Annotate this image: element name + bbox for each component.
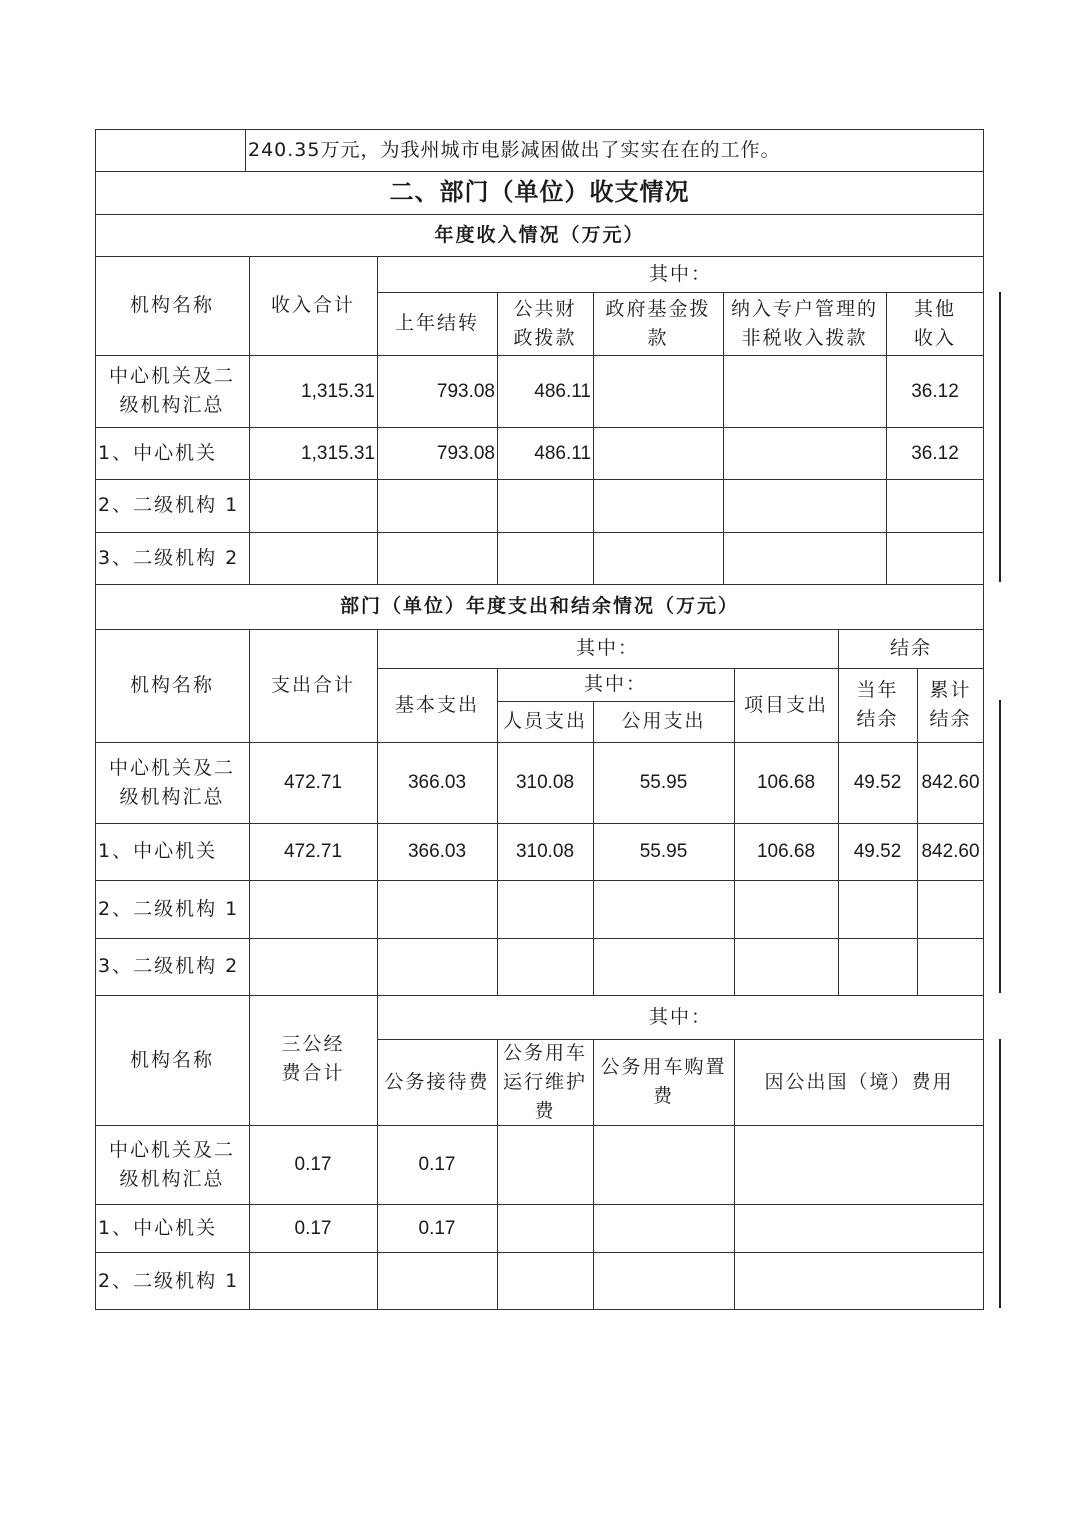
sangong-row-reception: 0.17 [418, 1217, 456, 1239]
scan-edge-mark [999, 700, 1001, 993]
expense-row-public: 55.95 [639, 841, 688, 862]
expense-header-project: 项目支出 [743, 693, 828, 716]
intro-text: 240.35万元，为我州城市电影减困做出了实实在在的工作。 [248, 138, 781, 161]
expense-row-public: 55.95 [639, 772, 688, 793]
expense-row-project: 106.68 [756, 841, 816, 862]
income-header-nontax: 纳入专户管理的非税收入拨款 [730, 297, 878, 349]
expense-row-personnel: 310.08 [515, 772, 575, 793]
expense-header-among: 其中： [575, 637, 639, 659]
income-header-fund: 政府基金拨款 [605, 297, 711, 349]
sangong-row-total: 0.17 [294, 1154, 332, 1175]
income-row-fund [593, 427, 723, 479]
expense-row-cum-balance: 842.60 [921, 772, 980, 793]
expense-header-org: 机构名称 [129, 674, 214, 696]
expense-row-year-balance: 49.52 [853, 841, 902, 862]
expense-row-cum-balance: 842.60 [921, 841, 980, 862]
income-row-total: 1,315.31 [301, 380, 375, 402]
expense-header-total: 支出合计 [270, 674, 355, 696]
sangong-header-car-operation: 公务用车运行维护费 [503, 1041, 588, 1122]
expense-row-name: 中心机关及二级机构汇总 [108, 756, 235, 808]
expense-header-personnel: 人员支出 [502, 710, 587, 732]
expense-row-name: 2、二级机构 1 [98, 897, 240, 920]
expense-header-public: 公用支出 [621, 710, 706, 732]
income-row-fiscal: 486.11 [534, 380, 591, 402]
expense-row-total: 472.71 [283, 772, 343, 793]
expense-header-balance: 结余 [889, 637, 932, 659]
section-title: 二、部门（单位）收支情况 [389, 178, 690, 206]
expense-row-basic: 366.03 [407, 841, 467, 862]
income-header-carry: 上年结转 [394, 312, 479, 334]
income-header-org: 机构名称 [129, 294, 214, 316]
income-header-other: 其他收入 [913, 297, 956, 349]
income-title: 年度收入情况（万元） [434, 223, 645, 246]
expense-header-year-balance: 当年结余 [856, 679, 899, 730]
income-row-fund [593, 355, 723, 427]
income-row-other: 36.12 [911, 380, 959, 402]
expense-row-name: 3、二级机构 2 [98, 955, 240, 977]
sangong-row-name: 1、中心机关 [98, 1216, 218, 1239]
scan-edge-mark [999, 292, 1001, 582]
income-header-total: 收入合计 [270, 294, 355, 316]
expense-row-basic: 366.03 [407, 772, 467, 793]
sangong-header-abroad: 因公出国（境）费用 [764, 1070, 954, 1093]
expense-row-personnel: 310.08 [515, 841, 575, 862]
income-header-fiscal: 公共财政拨款 [513, 297, 577, 349]
income-row-carry: 793.08 [436, 380, 495, 402]
expense-row-year-balance: 49.52 [853, 772, 902, 793]
sangong-row-total: 0.17 [294, 1217, 332, 1239]
sangong-header-car-purchase: 公务用车购置费 [600, 1056, 727, 1107]
income-header-among: 其中： [648, 262, 712, 285]
expense-row-name: 1、中心机关 [98, 840, 218, 862]
income-row-name: 3、二级机构 2 [98, 546, 240, 569]
income-row-name: 2、二级机构 1 [98, 494, 240, 516]
income-row-total: 1,315.31 [301, 442, 375, 464]
sangong-header-org: 机构名称 [129, 1048, 214, 1071]
income-row-nontax [723, 427, 886, 479]
sangong-row-reception: 0.17 [418, 1154, 456, 1175]
expense-header-among2: 其中： [583, 673, 647, 695]
expense-row-total: 472.71 [283, 841, 343, 862]
expense-header-basic: 基本支出 [394, 693, 479, 716]
income-row-nontax [723, 355, 886, 427]
scan-edge-mark [999, 1039, 1001, 1308]
income-row-carry: 793.08 [436, 442, 495, 464]
sangong-header-among: 其中： [648, 1005, 712, 1028]
sangong-row-name: 中心机关及二级机构汇总 [108, 1138, 235, 1190]
expense-title: 部门（单位）年度支出和结余情况（万元） [339, 595, 739, 617]
income-row-name: 中心机关及二级机构汇总 [108, 365, 235, 416]
income-row-other: 36.12 [911, 442, 959, 464]
income-row-name: 1、中心机关 [98, 441, 218, 464]
expense-header-cum-balance: 累计结余 [929, 679, 972, 730]
sangong-header-reception: 公务接待费 [384, 1070, 490, 1093]
sangong-row-name: 2、二级机构 1 [98, 1269, 240, 1292]
income-row-fiscal: 486.11 [534, 442, 591, 464]
expense-row-project: 106.68 [756, 772, 816, 793]
sangong-header-total: 三公经费合计 [281, 1033, 345, 1084]
